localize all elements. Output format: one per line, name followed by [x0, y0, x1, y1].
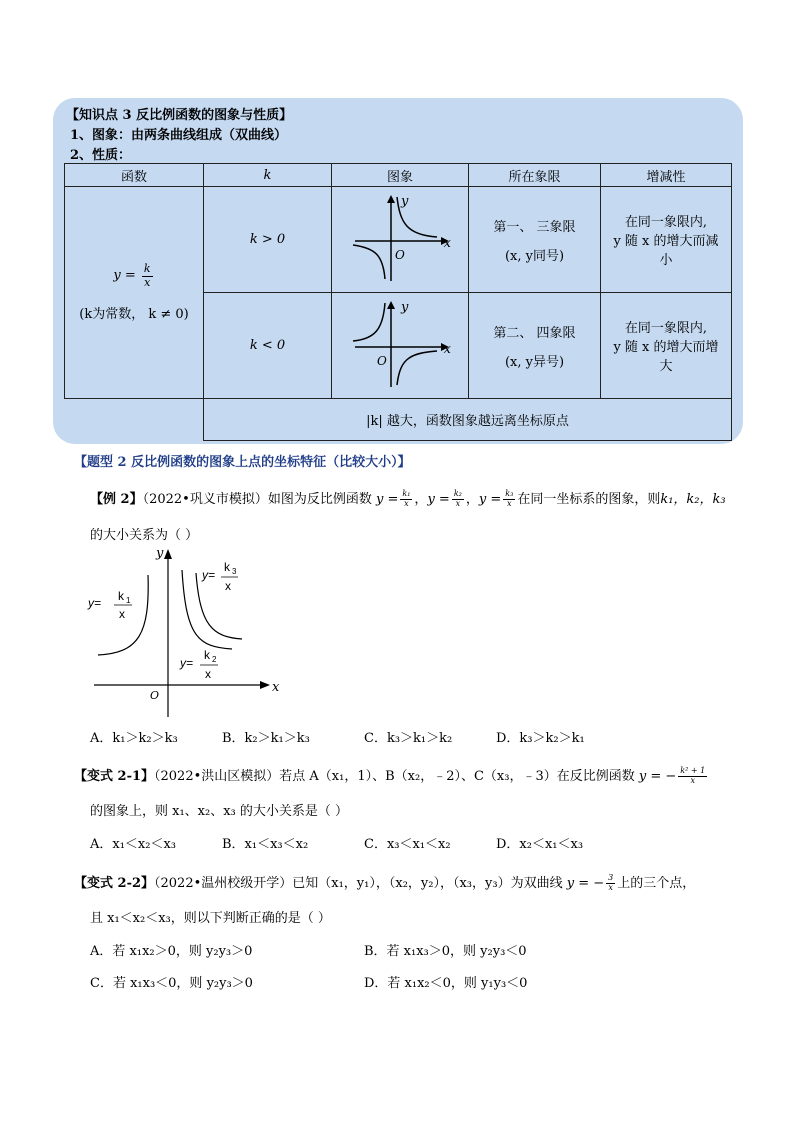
variant-2-1-option-c[interactable]: C．x₃＜x₁＜x₂: [364, 837, 451, 852]
header-func: 函数: [65, 164, 204, 187]
quadrant-text: 第二、 四象限: [493, 325, 576, 341]
axis-x-label: x: [443, 341, 451, 357]
trend-line: 小: [659, 253, 673, 268]
example-2-vars: k₁，k₂，k₃: [660, 492, 726, 507]
graph-k-positive: [332, 187, 469, 293]
variant-2-2-option-a[interactable]: A．若 x₁x₂＞0，则 y₂y₃＞0: [90, 944, 253, 959]
example-2-option-a[interactable]: A．k₁＞k₂＞k₃: [90, 731, 178, 746]
variant-2-1-num: k² + 1: [680, 766, 706, 776]
example-f1: y =: [375, 492, 399, 507]
graph-label-2: y=: [180, 656, 194, 670]
variant-2-1-frac: [678, 767, 707, 786]
graph-label-1-num: k: [118, 589, 124, 603]
graph-label-3-num: k: [224, 560, 230, 574]
trend-k-negative: [601, 293, 732, 399]
f3-den: x: [507, 499, 512, 508]
graph-y-label: y: [156, 546, 164, 561]
trend-line: y 随 x 的增大而增: [613, 340, 719, 355]
hyperbola-quadrant-2-4-graph: [345, 299, 455, 389]
graph-k-negative: [332, 293, 469, 399]
section-2-title: 【题型 2 反比例函数的图象上点的坐标特征（比较大小）】: [74, 455, 411, 470]
table-footer-row: [65, 399, 732, 441]
example-2-line-1: 【例 2】（2022•巩义市模拟）如图为反比例函数 y = $\frac{\text{k₁}}{x}$ ，y = $\frac{\text{k₂}}{x}$ ，y = $\frac{\text{k₃}}{x}$ 在同一坐标系的图象，则k₁，k₂，k₃: [90, 489, 726, 508]
variant-2-2-text: （2022•温州校级开学）已知（x₁，y₁），（x₂，y₂），（x₃，y₃）为双曲线: [154, 876, 563, 891]
variant-2-2-den: x: [608, 883, 613, 892]
function-cell: [65, 187, 204, 399]
variant-2-2-option-d[interactable]: D．若 x₁x₂＜0，则 y₁y₃＜0: [364, 976, 528, 991]
f1-den: x: [404, 499, 409, 508]
graph-label-2-num: k: [204, 648, 210, 662]
f3-num: k₃: [505, 489, 514, 499]
graph-label-1-sub: 1: [126, 596, 131, 605]
graph-label-3: y=: [202, 568, 216, 582]
variant-2-2-text-after: 上的三个点，: [617, 876, 696, 891]
knowledge-line-2: 2、性质：: [70, 148, 132, 163]
graph-label-2-sub: 2: [212, 655, 217, 664]
header-trend: 增减性: [601, 164, 732, 187]
properties-table: [64, 163, 732, 441]
hyperbola-quadrant-1-3-graph: [345, 193, 455, 283]
example-f2: y =: [427, 492, 450, 507]
variant-2-1-den: x: [690, 776, 695, 785]
variant-2-2-num: 3: [608, 873, 614, 883]
trend-line: 大: [659, 359, 673, 374]
variant-2-1-tag: 【变式 2-1】: [74, 769, 155, 784]
func-num: k: [143, 262, 151, 276]
example-2-tag: 【例 2】: [90, 492, 143, 507]
variant-2-1-text: （2022•洪山区模拟）若点 A（x₁，1）、B（x₂，﹣2）、C（x₃，﹣3）在反比例函数: [154, 769, 635, 784]
origin-label: O: [395, 247, 405, 262]
example-2-line-2: 的大小关系为（ ）: [90, 528, 199, 543]
variant-2-1-option-a[interactable]: A．x₁＜x₂＜x₃: [90, 837, 177, 852]
example-2-source: （2022•巩义市模拟）如图为反比例函数: [142, 492, 372, 507]
example-2-option-c[interactable]: C．k₃＞k₁＞k₂: [364, 731, 453, 746]
trend-k-positive: [601, 187, 732, 293]
axis-y-label: y: [401, 193, 409, 209]
variant-2-1-option-d[interactable]: D．x₂＜x₁＜x₃: [496, 837, 584, 852]
variant-2-2-line-1: [74, 872, 695, 893]
quadrant-text: 第一、 三象限: [493, 219, 576, 235]
func-note: (k为常数， k ≠ 0): [79, 306, 189, 322]
quadrant-k-positive: [469, 187, 601, 293]
func-label: y =: [113, 268, 136, 284]
func-fraction: [142, 263, 153, 288]
variant-2-1-func: y = −: [638, 769, 677, 784]
header-quadrant: 所在象限: [469, 164, 601, 187]
knowledge-title: 【知识点 3 反比例函数的图象与性质】: [66, 108, 293, 123]
origin-label: O: [377, 353, 387, 368]
example-f3: y =: [478, 492, 502, 507]
graph-label-1: y=: [88, 596, 102, 610]
axis-x-label: x: [443, 235, 451, 251]
variant-2-2-option-b[interactable]: B．若 x₁x₃＞0，则 y₂y₃＜0: [364, 944, 527, 959]
header-graph: 图象: [332, 164, 469, 187]
example-f1-frac: [400, 490, 412, 509]
graph-label-2-den: x: [205, 667, 211, 681]
quadrant-sign: (x, y同号): [504, 248, 565, 264]
variant-2-2-option-c[interactable]: C．若 x₁x₃＜0，则 y₂y₃＞0: [90, 976, 253, 991]
graph-label-1-den: x: [119, 607, 125, 621]
variant-2-2-func: y = −: [566, 876, 605, 891]
example-2-text-a: 在同一坐标系的图象，则: [517, 492, 661, 507]
variant-2-2-line-2: 且 x₁＜x₂＜x₃，则以下判断正确的是（ ）: [90, 911, 331, 926]
trend-line: y 随 x 的增大而减: [613, 234, 719, 249]
header-k: k: [204, 164, 332, 187]
f2-num: k₂: [453, 489, 462, 499]
table-header-row: [65, 164, 732, 187]
variant-2-2-frac: [606, 874, 615, 893]
cond-k-positive: k > 0: [204, 187, 332, 293]
variant-2-2-tag: 【变式 2-2】: [74, 876, 155, 891]
graph-x-label: x: [272, 680, 280, 695]
variant-2-1-line-2: 的图象上，则 x₁、x₂、x₃ 的大小关系是（ ）: [90, 804, 349, 819]
f2-den: x: [455, 499, 461, 508]
axis-y-label: y: [401, 299, 409, 315]
variant-2-1-option-b[interactable]: B．x₁＜x₃＜x₂: [222, 837, 309, 852]
cond-k-negative: k < 0: [204, 293, 332, 399]
knowledge-line-1: 1、图象：由两条曲线组成（双曲线）: [70, 128, 288, 143]
example-2-option-b[interactable]: B．k₂＞k₁＞k₃: [222, 731, 310, 746]
trend-line: 在同一象限内,: [624, 321, 708, 336]
trend-line: 在同一象限内,: [624, 215, 708, 230]
variant-2-1-line-1: [74, 765, 709, 786]
example-f2-frac: [452, 490, 464, 509]
func-den: x: [144, 275, 151, 289]
graph-label-3-den: x: [225, 579, 231, 593]
example-f3-frac: [503, 490, 515, 509]
footer-empty: [65, 399, 204, 441]
graph-label-3-sub: 3: [232, 567, 237, 576]
example-2-graph: [86, 545, 286, 720]
example-2-option-d[interactable]: D．k₃＞k₂＞k₁: [496, 731, 585, 746]
quadrant-k-negative: [469, 293, 601, 399]
footer-cell: |k| 越大，函数图象越远离坐标原点: [204, 399, 732, 441]
graph-origin: O: [150, 689, 160, 702]
f1-num: k₁: [402, 489, 411, 499]
table-row: [65, 187, 732, 293]
quadrant-sign: (x, y异号): [504, 354, 565, 370]
